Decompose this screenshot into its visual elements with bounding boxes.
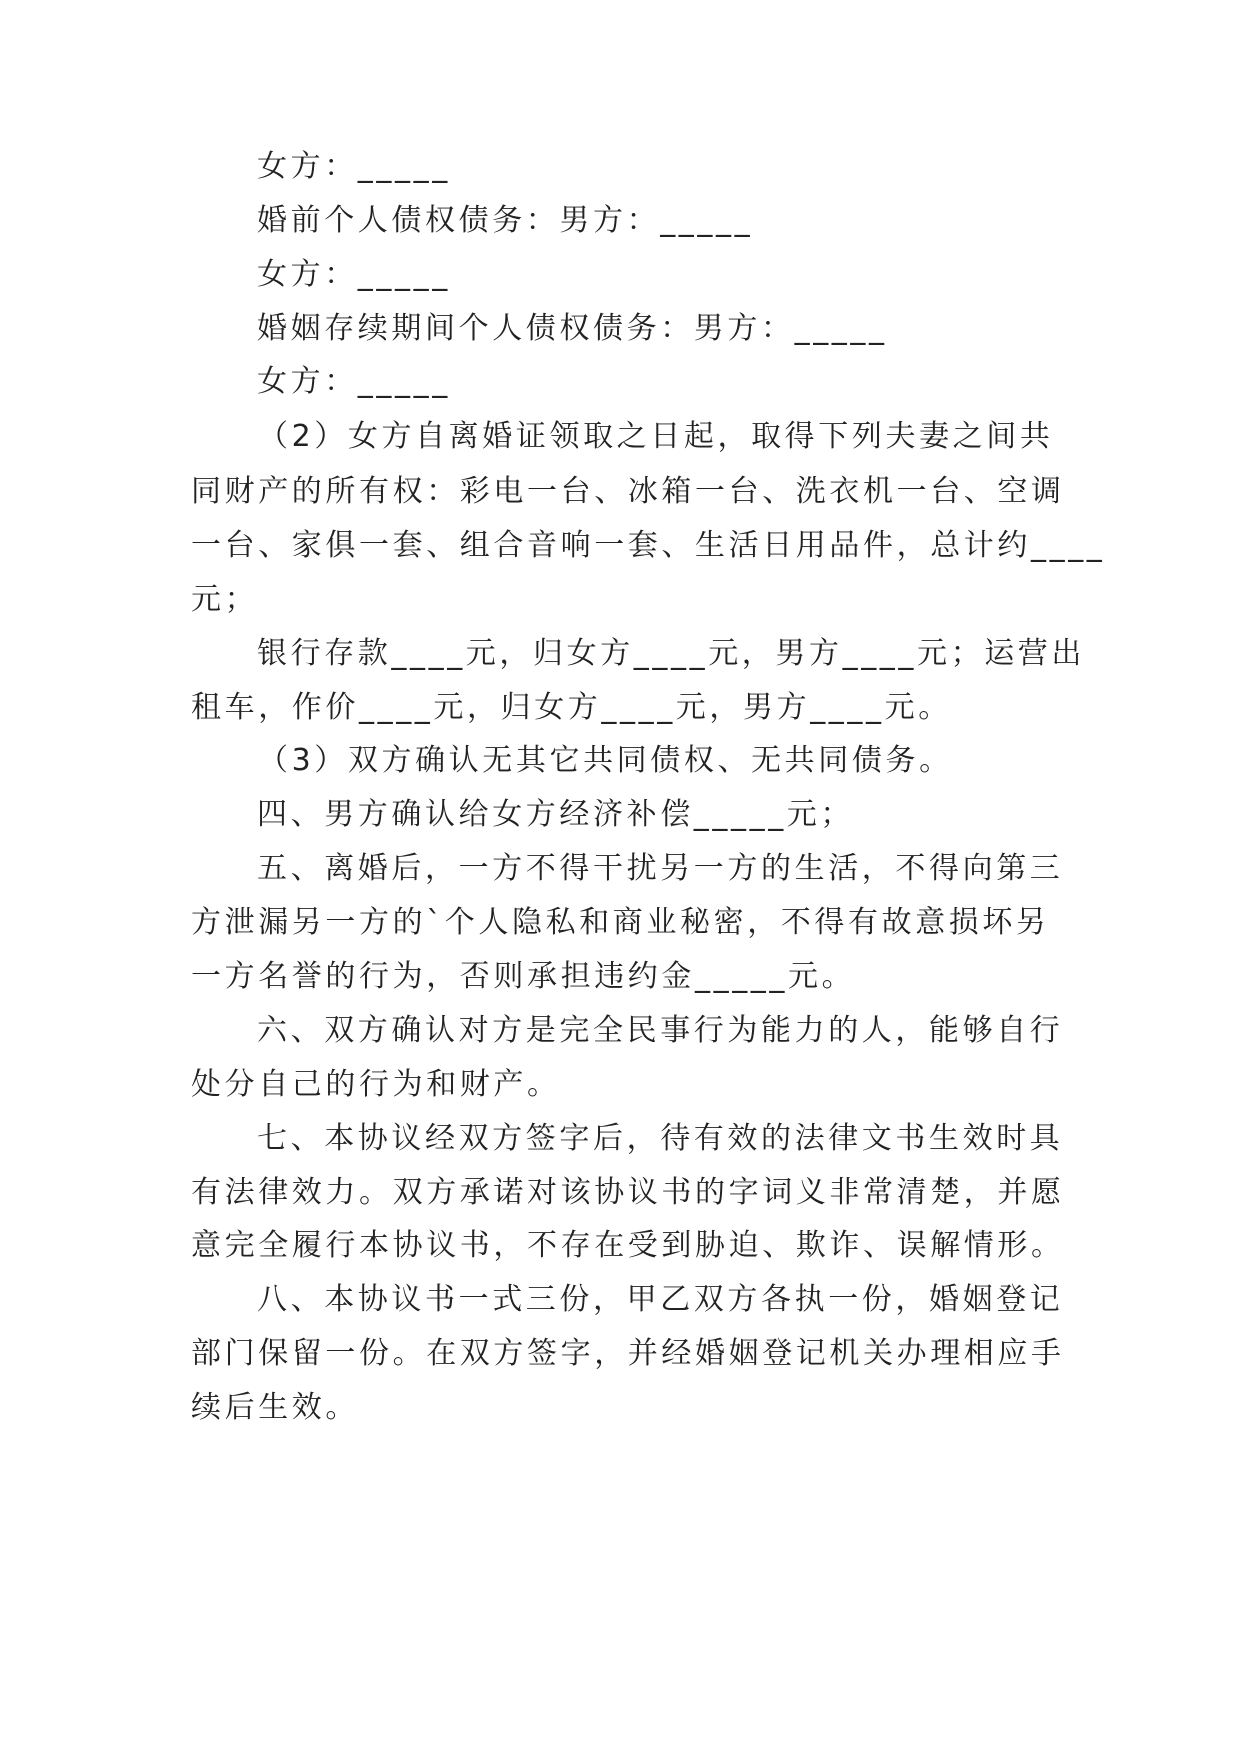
article-7-line-1: 七、本协议经双方签字后，待有效的法律文书生效时具	[257, 1121, 1064, 1156]
line-female-party-2: 女方：_____	[257, 257, 451, 292]
line-marital-debts: 婚姻存续期间个人债权债务：男方：_____	[257, 311, 888, 346]
article-7-line-2: 有法律效力。双方承诺对该协议书的字词义非常清楚，并愿	[191, 1175, 1065, 1210]
clause-2-line-1: （2）女方自离婚证领取之日起，取得下列夫妻之间共	[258, 419, 1054, 454]
article-8-line-1: 八、本协议书一式三份，甲乙双方各执一份，婚姻登记	[257, 1282, 1064, 1317]
clause-3: （3）双方确认无其它共同债权、无共同债务。	[258, 743, 953, 778]
article-4: 四、男方确认给女方经济补偿_____元；	[257, 797, 854, 832]
article-8-line-2: 部门保留一份。在双方签字，并经婚姻登记机关办理相应手	[191, 1336, 1065, 1371]
article-5-line-1: 五、离婚后，一方不得干扰另一方的生活，不得向第三	[257, 851, 1064, 886]
line-premarital-debts: 婚前个人债权债务：男方：_____	[257, 203, 754, 238]
bank-deposit-line-2: 租车，作价____元，归女方____元，男方____元。	[191, 690, 952, 725]
article-7-line-3: 意完全履行本协议书，不存在受到胁迫、欺诈、误解情形。	[191, 1228, 1065, 1263]
clause-2-line-3: 一台、家俱一套、组合音响一套、生活日用品件，总计约____	[191, 528, 1106, 563]
clause-2-line-2: 同财产的所有权：彩电一台、冰箱一台、洗衣机一台、空调	[191, 474, 1065, 509]
line-female-party-3: 女方：_____	[257, 364, 451, 399]
article-5-line-3: 一方名誉的行为，否则承担违约金_____元。	[191, 959, 856, 994]
line-female-party-1: 女方：_____	[257, 149, 451, 184]
clause-2-line-4: 元；	[191, 582, 259, 617]
article-6-line-2: 处分自己的行为和财产。	[191, 1067, 561, 1102]
article-5-line-2: 方泄漏另一方的`个人隐私和商业秘密，不得有故意损坏另	[191, 905, 1050, 940]
bank-deposit-line-1: 银行存款____元，归女方____元，男方____元；运营出	[257, 636, 1085, 671]
article-6-line-1: 六、双方确认对方是完全民事行为能力的人，能够自行	[257, 1013, 1064, 1048]
article-8-line-3: 续后生效。	[191, 1390, 359, 1425]
